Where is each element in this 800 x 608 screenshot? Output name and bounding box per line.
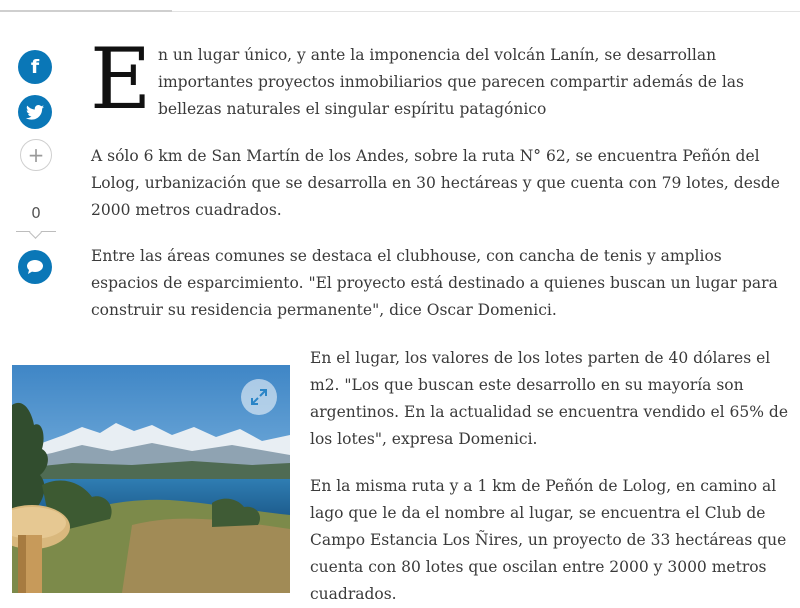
article-paragraph-intro: n un lugar único, y ante la imponencia del volcán Lanín, se desarrollan importantes proyectos inmobiliarios que parecen compartir además de las bellezas naturales el singular espíritu patagónico (158, 46, 745, 118)
twitter-share-button[interactable] (18, 95, 52, 129)
comment-divider-notch (29, 226, 42, 239)
article-paragraph: En el lugar, los valores de los lotes parten de 40 dólares el m2. "Los que buscan este desarrollo en su mayoría son argentinos. En la actualidad se encuentra vendido el 65% de los lotes", expresa Domenici. (310, 349, 789, 448)
article-photo[interactable] (12, 365, 290, 593)
expand-arrows-icon (249, 387, 269, 407)
plus-icon: + (27, 143, 45, 167)
comments-button[interactable] (18, 250, 52, 284)
article-paragraph: En la misma ruta y a 1 km de Peñón de Lolog, en camino al lago que le da el nombre al lugar, se encuentra el Club de Campo Estancia Los Ñires, un proyecto de 33 hectáreas que cuenta con 80 lotes que oscilan entre 2000 y 3000 metros cuadrados. (310, 477, 787, 603)
more-share-button[interactable] (20, 139, 52, 171)
twitter-icon (26, 105, 44, 120)
expand-photo-button[interactable] (241, 379, 277, 415)
top-divider-accent (0, 10, 172, 12)
comment-bubble-icon (26, 259, 44, 275)
facebook-icon: f (30, 55, 40, 78)
drop-cap: E (90, 30, 152, 128)
article-paragraph: A sólo 6 km de San Martín de los Andes, sobre la ruta N° 62, se encuentra Peñón del Lolog, urbanización que se desarrolla en 30 hectáreas y que cuenta con 79 lotes, desde 2000 metros cuadrados. (91, 147, 780, 219)
comment-count: 0 (31, 204, 41, 222)
article-paragraph: Entre las áreas comunes se destaca el clubhouse, con cancha de tenis y amplios espacios de esparcimiento. "El proyecto está destinado a quienes buscan un lugar para construir su residencia permanente", dice Oscar Domenici. (91, 247, 778, 319)
facebook-share-button[interactable] (18, 50, 52, 84)
